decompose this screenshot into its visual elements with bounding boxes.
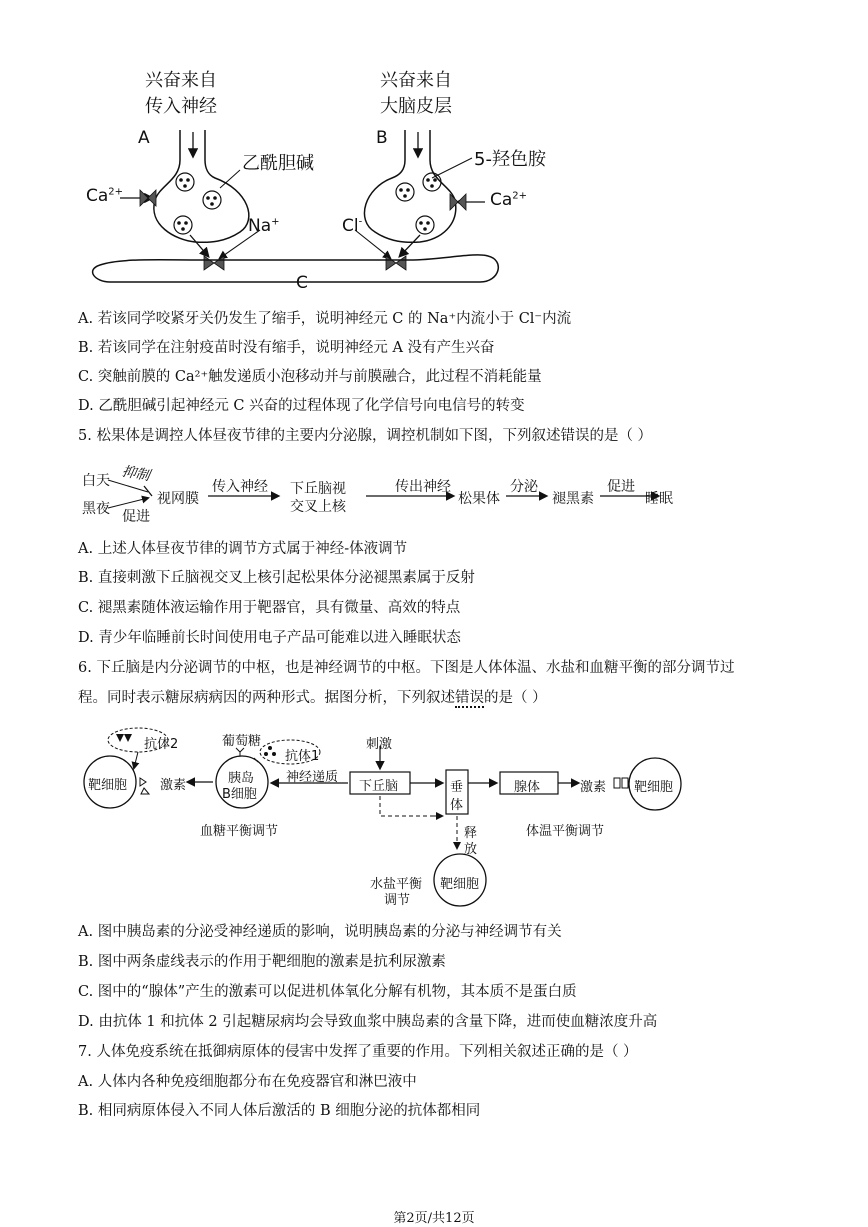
emphasis-dots: 错误 [455, 690, 484, 706]
islet-label-1: 胰岛 [228, 771, 255, 786]
day-label: 白天 [82, 473, 110, 489]
glucose-balance-label: 血糖平衡调节 [200, 824, 279, 839]
q5-option-c: C. 褪黑素随体液运输作用于靶器官，具有微量、高效的特点 [78, 600, 461, 616]
q6-stem-line2: 程。同时表示糖尿病病因的两种形式。据图分析，下列叙述错误的是（ ） [78, 690, 547, 706]
stimulus-label: 刺激 [366, 737, 393, 752]
q6-option-b: B. 图中两条虚线表示的作用于靶细胞的激素是抗利尿激素 [78, 954, 446, 970]
q7-option-a: A. 人体内各种免疫细胞都分布在免疫器官和淋巴液中 [78, 1074, 417, 1090]
inhibit-label: 抑制 [120, 463, 152, 485]
scn-label-2: 交叉上核 [290, 499, 346, 515]
promote2-label: 促进 [607, 479, 635, 495]
temp-balance-label: 体温平衡调节 [526, 824, 605, 839]
q6-option-d: D. 由抗体 1 和抗体 2 引起糖尿病均会导致血浆中胰岛素的含量下降，进而使血糖浓度升高 [78, 1014, 658, 1030]
right-source-label-2: 大脑皮层 [380, 96, 452, 117]
page-footer: 第2页/共12页 [393, 1211, 475, 1226]
gland-label: 腺体 [514, 780, 541, 795]
pineal-label: 松果体 [458, 491, 500, 507]
chloride-label: Cl- [342, 216, 363, 236]
retina-label: 视网膜 [157, 491, 199, 507]
left-neuron-terminal [154, 130, 249, 242]
islet-label-2: B细胞 [222, 787, 257, 802]
left-source-label-2: 传入神经 [145, 96, 217, 117]
calcium-right-label: $Ca^{2+}$ [490, 190, 528, 210]
release-label-2: 放 [464, 842, 478, 857]
efferent-label: 传出神经 [395, 479, 451, 495]
hormone-right-label: 激素 [580, 780, 607, 795]
q5-option-b: B. 直接刺激下丘脑视交叉上核引起松果体分泌褪黑素属于反射 [78, 570, 475, 586]
q4-option-d: D. 乙酰胆碱引起神经元 C 兴奋的过程体现了化学信号向电信号的转变 [78, 398, 525, 414]
target-cell-right: 靶细胞 [634, 780, 674, 795]
pituitary-label-2: 体 [450, 798, 464, 813]
q7-option-b: B. 相同病原体侵入不同人体后激活的 B 细胞分泌的抗体都相同 [78, 1103, 481, 1119]
secrete-label: 分泌 [510, 479, 538, 495]
left-source-label-1: 兴奋来自 [145, 70, 217, 91]
q4-option-a: A. 若该同学咬紧牙关仍发生了缩手，说明神经元 C 的 Na⁺内流小于 Cl⁻内流 [78, 311, 572, 327]
antibody2-label: 抗体2 [144, 737, 179, 752]
q6-option-a: A. 图中胰岛素的分泌受神经递质的影响，说明胰岛素的分泌与神经调节有关 [78, 924, 562, 940]
q5-stem: 5. 松果体是调控人体昼夜节律的主要内分泌腺，调控机制如下图，下列叙述错误的是（ ） [78, 428, 653, 444]
release-label-1: 释 [464, 826, 478, 841]
q6-option-c: C. 图中的“腺体”产生的激素可以促进机体氧化分解有机物，其本质不是蛋白质 [78, 984, 577, 1000]
q6-stem-line1: 6. 下丘脑是内分泌调节的中枢，也是神经调节的中枢。下图是人体体温、水盐和血糖平衡的部分调节过 [78, 660, 735, 676]
neuron-b-label: B [376, 128, 388, 148]
right-source-label-1: 兴奋来自 [380, 70, 452, 91]
q5-option-a: A. 上述人体昼夜节律的调节方式属于神经-体液调节 [78, 541, 408, 557]
scn-label-1: 下丘脑视 [290, 481, 346, 497]
pituitary-label-1: 垂 [450, 780, 464, 795]
sodium-label: Na+ [248, 216, 280, 236]
neuron-a-label: A [138, 128, 150, 148]
q7-stem: 7. 人体免疫系统在抵御病原体的侵害中发挥了重要的作用。下列相关叙述正确的是（ ） [78, 1044, 638, 1060]
receptor-left [204, 256, 224, 270]
calcium-left-label: $Ca^{2+}$ [86, 186, 124, 206]
serotonin-label: 5-羟色胺 [474, 149, 546, 170]
calcium-channel-right [450, 194, 466, 210]
vesicle [174, 173, 441, 234]
hypothalamus-label: 下丘脑 [359, 779, 399, 794]
acetylcholine-label: 乙酰胆碱 [242, 153, 314, 174]
water-balance-label-1: 水盐平衡 [370, 877, 423, 892]
neuron-c-label: C [296, 273, 308, 293]
target-cell-bottom: 靶细胞 [440, 877, 480, 892]
melatonin-label: 褪黑素 [552, 491, 594, 507]
q5-option-d: D. 青少年临睡前长时间使用电子产品可能难以进入睡眠状态 [78, 630, 461, 646]
target-cell-left: 靶细胞 [88, 778, 128, 793]
afferent-label: 传入神经 [212, 479, 268, 495]
night-label: 黑夜 [82, 501, 110, 517]
glucose-label: 葡萄糖 [222, 734, 262, 749]
receptor-right [386, 256, 406, 270]
promote-label: 促进 [122, 509, 150, 525]
sleep-label: 睡眠 [645, 491, 673, 507]
calcium-channel-left [140, 190, 156, 206]
neurotransmitter-label: 神经递质 [286, 770, 339, 785]
q4-option-c: C. 突触前膜的 Ca²⁺触发递质小泡移动并与前膜融合，此过程不消耗能量 [78, 369, 542, 385]
antibody1-label: 抗体1 [285, 749, 320, 764]
water-balance-label-2: 调节 [384, 893, 411, 908]
hormone-left-label: 激素 [160, 778, 187, 793]
q4-option-b: B. 若该同学在注射疫苗时没有缩手，说明神经元 A 没有产生兴奋 [78, 340, 495, 356]
